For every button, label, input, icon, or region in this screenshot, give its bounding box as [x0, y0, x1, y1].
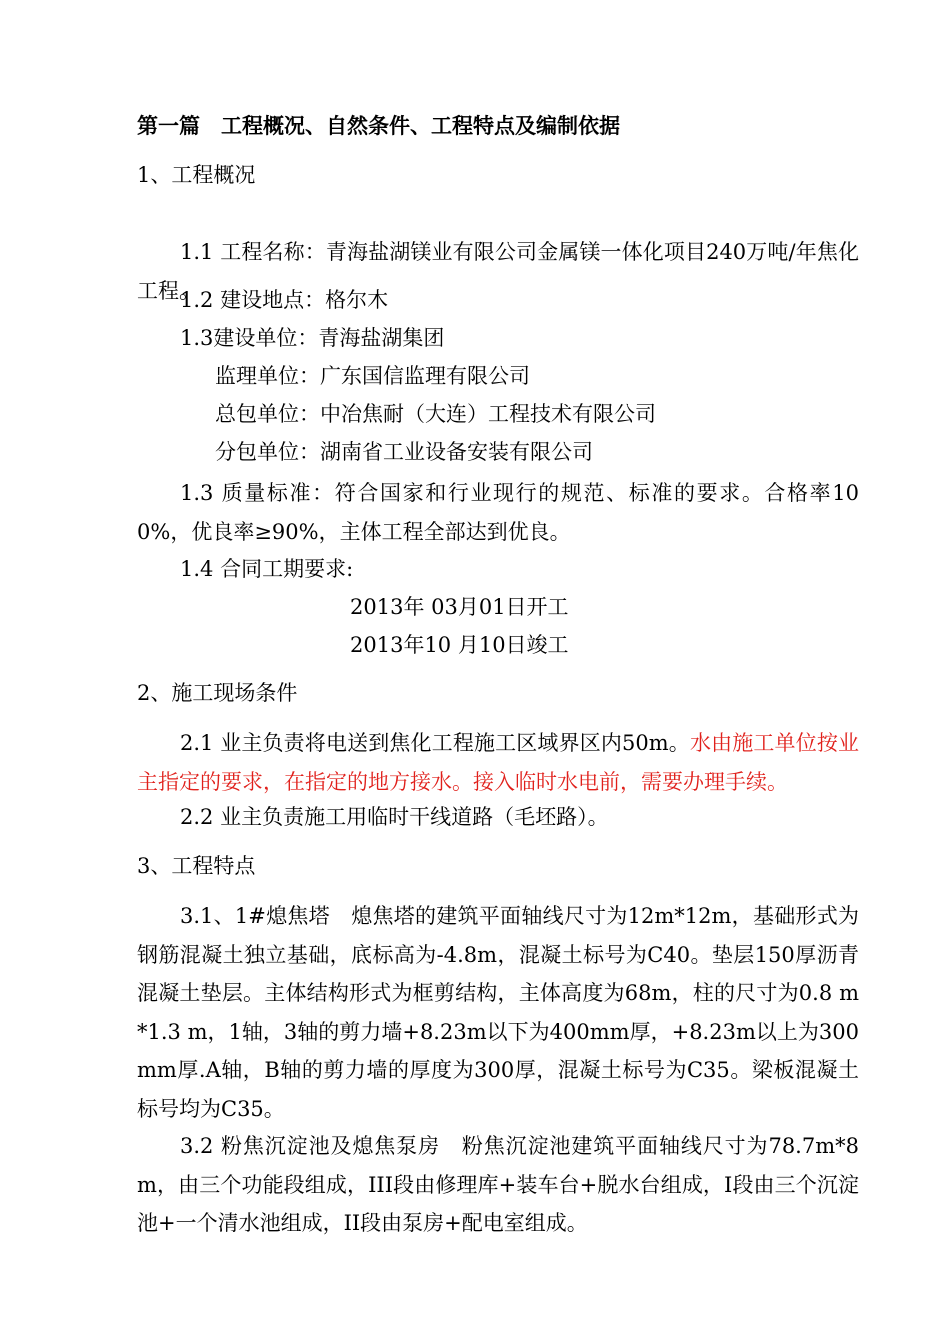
- paragraph-3-1: 3.1、1#熄焦塔 熄焦塔的建筑平面轴线尺寸为12m*12m，基础形式为钢筋混凝土独立基础，底标高为-4.8m，混凝土标号为C40。垫层150厚沥青混凝土垫层。主体结构形式为框剪结构，主体高度为68m，柱的尺寸为0.8 m *1.3 m，1轴，3轴的剪力墙+8.23m以下为400mm厚，+8.23m以上为300mm厚.A轴，B轴的剪力墙的厚度为300厚，混凝土标号为C35。梁板混凝土标号均为C35。: [137, 904, 859, 1121]
- paragraph-1-3: 1.3建设单位：青海盐湖集团: [180, 326, 445, 350]
- paragraph-2-1-highlight: 水由施工单位按业主指定的要求，在指定的地方接水。接入临时水电前，需要办理手续。: [137, 731, 859, 794]
- paragraph-3-2: 3.2 粉焦沉淀池及熄焦泵房 粉焦沉淀池建筑平面轴线尺寸为78.7m*8m，由三个功能段组成，III段由修理库+装车台+脱水台组成，I段由三个沉淀池+一个清水池组成，II段由泵房+配电室组成。: [137, 1134, 859, 1235]
- paragraph-2-1-text: 2.1 业主负责将电送到焦化工程施工区域界区内50m。: [180, 731, 690, 755]
- general-contractor-line: 总包单位：中冶焦耐（大连）工程技术有限公司: [215, 402, 656, 426]
- paragraph-1-2: 1.2 建设地点：格尔木: [180, 288, 389, 312]
- chapter-title: 第一篇 工程概况、自然条件、工程特点及编制依据: [137, 114, 620, 138]
- supervisor-line: 监理单位：广东国信监理有限公司: [215, 364, 530, 388]
- paragraph-2-1: [137, 724, 859, 801]
- section-2-heading: 2、施工现场条件: [137, 681, 298, 705]
- subcontractor-line: 分包单位：湖南省工业设备安装有限公司: [215, 440, 593, 464]
- paragraph-quality-standard: 1.3 质量标准：符合国家和行业现行的规范、标准的要求。合格率100%，优良率≥90%，主体工程全部达到优良。: [137, 481, 859, 544]
- section-1-heading: 1、工程概况: [137, 163, 256, 187]
- paragraph-2-2: 2.2 业主负责施工用临时干线道路（毛坯路）。: [180, 805, 609, 829]
- paragraph-1-1: 1.1 工程名称：青海盐湖镁业有限公司金属镁一体化项目240万吨/年焦化工程。: [137, 240, 859, 303]
- end-date: 2013年10 月10日竣工: [350, 633, 569, 657]
- section-3-heading: 3、工程特点: [137, 854, 256, 878]
- start-date: 2013年 03月01日开工: [350, 595, 569, 619]
- paragraph-1-4: 1.4 合同工期要求:: [180, 557, 354, 581]
